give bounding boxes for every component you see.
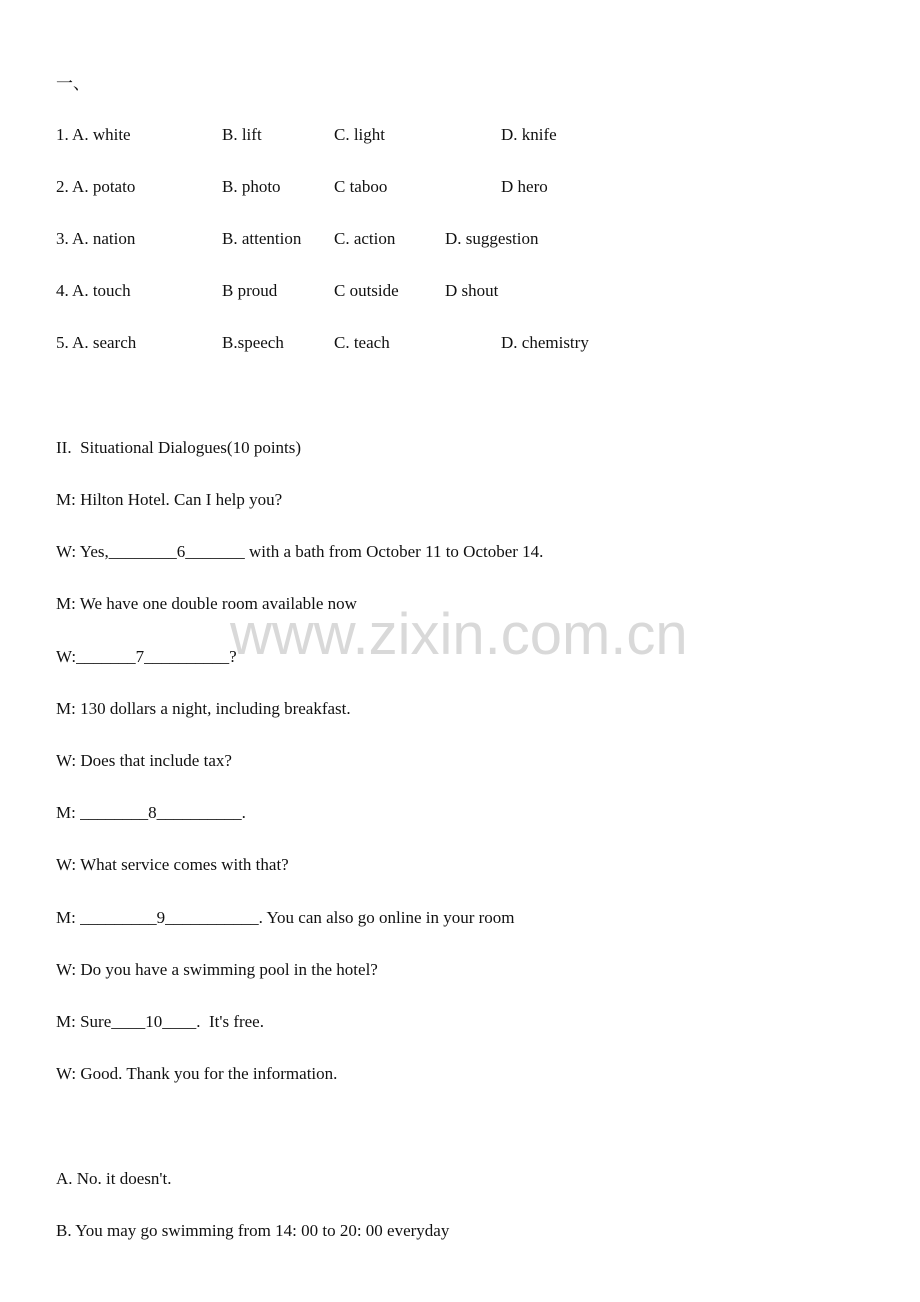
- question-5-option-c: C. teach: [334, 333, 390, 352]
- answer-option: A. No. it doesn't.: [56, 1169, 172, 1188]
- question-4-option-d: D shout: [445, 281, 499, 300]
- question-1-option-d: D. knife: [501, 125, 557, 144]
- dialogue-line: W: Yes,________6_______ with a bath from October 11 to October 14.: [56, 542, 544, 562]
- dialogue-line: W:_______7__________?: [56, 646, 237, 666]
- answer-option: B. You may go swimming from 14: 00 to 20: 00 everyday: [56, 1221, 450, 1240]
- question-1-option-a: 1. A. white: [56, 125, 131, 144]
- question-2-option-a: 2. A. potato: [56, 177, 136, 196]
- question-3-option-d: D. suggestion: [445, 229, 539, 248]
- dialogue-line: W: Do you have a swimming pool in the hotel?: [56, 959, 378, 979]
- dialogue-line: W: What service comes with that?: [56, 855, 289, 875]
- section1-heading: 一、: [56, 74, 90, 93]
- question-3-option-c: C. action: [334, 229, 396, 248]
- watermark: www.zixin.com.cn: [230, 602, 688, 667]
- dialogue-line: W: Good. Thank you for the information.: [56, 1064, 338, 1084]
- section2-heading: II. Situational Dialogues(10 points): [56, 438, 302, 457]
- dialogue-line: M: Sure____10____. It's free.: [56, 1012, 264, 1031]
- dialogue-line: M: 130 dollars a night, including breakfast.: [56, 698, 351, 718]
- question-2-option-c: C taboo: [334, 177, 388, 196]
- question-1-option-b: B. lift: [222, 125, 262, 144]
- question-5-option-d: D. chemistry: [501, 333, 589, 352]
- question-1-option-c: C. light: [334, 125, 386, 144]
- dialogue-line: M: We have one double room available now: [56, 594, 357, 614]
- question-5-option-b: B.speech: [222, 333, 284, 352]
- question-3-option-b: B. attention: [222, 229, 302, 248]
- question-4-option-c: C outside: [334, 281, 399, 300]
- dialogue-line: M: ________8__________.: [56, 803, 246, 823]
- question-2-option-b: B. photo: [222, 177, 281, 196]
- dialogue-line: W: Does that include tax?: [56, 751, 232, 770]
- dialogue-line: M: _________9___________. You can also go online in your room: [56, 907, 515, 927]
- question-2-option-d: D hero: [501, 177, 548, 196]
- dialogue-line: M: Hilton Hotel. Can I help you?: [56, 490, 283, 509]
- question-3-option-a: 3. A. nation: [56, 229, 136, 248]
- question-5-option-a: 5. A. search: [56, 333, 137, 352]
- question-4-option-a: 4. A. touch: [56, 281, 131, 300]
- question-4-option-b: B proud: [222, 281, 278, 300]
